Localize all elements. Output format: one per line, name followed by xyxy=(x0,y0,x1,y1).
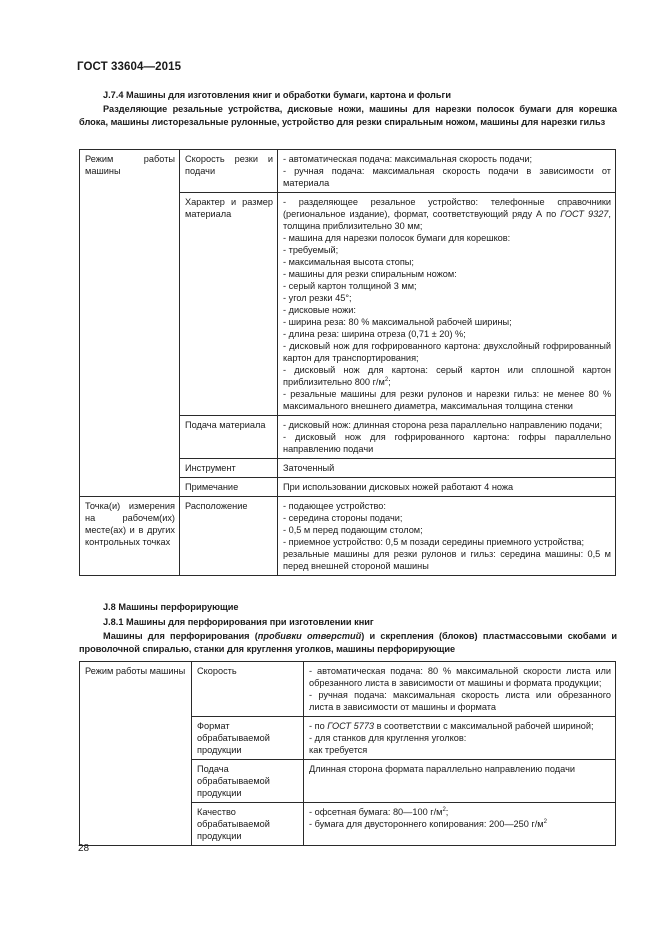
value-line: - дисковый нож для гофрированного картона: двухслойный гофрированный картон для транспортирования; xyxy=(283,341,611,363)
value-line: - длина реза: ширина отреза (0,71 ± 20) %; xyxy=(283,329,466,339)
value-line: - автоматическая подача: максимальная скорость подачи; xyxy=(283,154,533,164)
value-line: - угол резки 45°; xyxy=(283,293,352,303)
table-j81 xyxy=(79,661,616,846)
value-line: - ширина реза: 80 % максимальной рабочей ширины; xyxy=(283,317,512,327)
section-title-j74: J.7.4 Машины для изготовления книг и обработки бумаги, картона и фольги xyxy=(103,90,451,100)
section-title-j8: J.8 Машины перфорирующие xyxy=(103,602,239,612)
value-line: - дисковый нож для картона: серый картон или сплошной картон приблизительно 800 $г/м^2$; xyxy=(283,365,611,387)
value-line: - дисковый нож для гофрированного картона: гофры параллельно направлению подачи xyxy=(283,432,611,454)
value-line: - дисковый нож: длинная сторона реза параллельно направлению подачи; xyxy=(283,420,603,430)
value-cell xyxy=(278,459,616,478)
value-line: - машины для резки спиральным ножом: xyxy=(283,269,457,279)
group-label-mode: Режим работы машины xyxy=(80,662,192,846)
value-cell xyxy=(304,803,616,846)
section-intro-j81: Машины для перфорирования (пробивки отверстий) и скрепления (блоков) пластмассовыми скобами и проволочной спиралью, станки для круглення уголков, машины перфорирующие xyxy=(79,631,617,654)
value-line: - ручная подача: максимальная скорость подачи в зависимости от материала xyxy=(283,166,611,188)
value-line: как требуется xyxy=(309,745,368,755)
value-line: - ручная подача: максимальная скорость листа или обрезанного листа в зависимости от машины и формата xyxy=(309,690,611,712)
group-label-mode: Режим работы машины xyxy=(80,150,180,497)
table-row xyxy=(80,497,616,576)
page-number: 28 xyxy=(78,843,90,854)
value-line: - требуемый; xyxy=(283,245,339,255)
value-line: - автоматическая подача: 80 % максимальной скорости листа или обрезанного листа в зависимости от машины и формата продукции; xyxy=(309,666,611,688)
value-line: - дисковые ножи: xyxy=(283,305,356,315)
section-intro-j74: Разделяющие резальные устройства, дисковые ножи, машины для нарезки полосок бумаги для корешка блока, машины листорезальные рулонные, устройство для резки спиральным ножом, машины для нарезки гильз xyxy=(79,104,617,127)
param-cell: Подача обрабатываемой продукции xyxy=(192,760,304,803)
value-cell xyxy=(278,416,616,459)
value-line: - для станков для круглення уголков: xyxy=(309,733,467,743)
param-cell: Расположение xyxy=(180,497,278,576)
param-cell: Формат обрабатываемой продукции xyxy=(192,717,304,760)
param-cell: Подача материала xyxy=(180,416,278,459)
value-line: - разделяющее резальное устройство: телефонные справочники (региональное издание), формат, соответствующий ряду А по ГОСТ 9327, толщина приблизительно 30 мм; xyxy=(283,197,611,231)
value-line: Длинная сторона формата параллельно направлению подачи xyxy=(309,764,575,774)
value-cell xyxy=(278,150,616,193)
value-line: - 0,5 м перед подающим столом; xyxy=(283,525,423,535)
standard-ref: ГОСТ 5773 xyxy=(327,721,375,731)
param-cell: Характер и размер материала xyxy=(180,193,278,416)
param-cell: Скорость xyxy=(192,662,304,717)
value-line: - по ГОСТ 5773 в соответствии с максимальной рабочей шириной; xyxy=(309,721,594,731)
value-line: - резальные машины для резки рулонов и нарезки гильз: не менее 80 % максимального внешнего диаметра, максимальная толщина стенки xyxy=(283,389,611,411)
value-cell xyxy=(278,193,616,416)
value-line: Заточенный xyxy=(283,463,335,473)
value-line: резальные машины для резки рулонов и гильз: середина машины: 0,5 м перед внешней стороной машины xyxy=(283,549,611,571)
table-j74 xyxy=(79,149,616,576)
group-label-points: Точка(и) измерения на рабочем(их) месте(ах) и в других контрольных точках xyxy=(80,497,180,576)
value-cell xyxy=(304,760,616,803)
value-line: - бумага для двустороннего копирования: 200—250 $г/м^2$ xyxy=(309,818,547,829)
value-line: - серый картон толщиной 3 мм; xyxy=(283,281,417,291)
value-cell xyxy=(304,717,616,760)
value-line: - машина для нарезки полосок бумаги для корешков: xyxy=(283,233,511,243)
value-cell xyxy=(278,478,616,497)
param-cell: Инструмент xyxy=(180,459,278,478)
param-cell: Примечание xyxy=(180,478,278,497)
param-cell: Скорость резки и подачи xyxy=(180,150,278,193)
table-row xyxy=(80,662,616,717)
value-line: При использовании дисковых ножей работают 4 ножа xyxy=(283,482,514,492)
value-cell xyxy=(304,662,616,717)
value-line: - максимальная высота стопы; xyxy=(283,257,414,267)
section-title-j81: J.8.1 Машины для перфорирования при изготовлении книг xyxy=(103,617,374,627)
value-line: - приемное устройство: 0,5 м позади середины приемного устройства; xyxy=(283,537,585,547)
document-code: ГОСТ 33604—2015 xyxy=(77,61,182,73)
value-line: - середина стороны подачи; xyxy=(283,513,403,523)
value-line: - подающее устройство: xyxy=(283,501,386,511)
param-cell: Качество обрабатываемой продукции xyxy=(192,803,304,846)
value-cell xyxy=(278,497,616,576)
standard-ref: ГОСТ 9327 xyxy=(560,209,609,219)
value-line: - офсетная бумага: 80—100 $г/м^2$; xyxy=(309,806,449,817)
table-row xyxy=(80,150,616,193)
